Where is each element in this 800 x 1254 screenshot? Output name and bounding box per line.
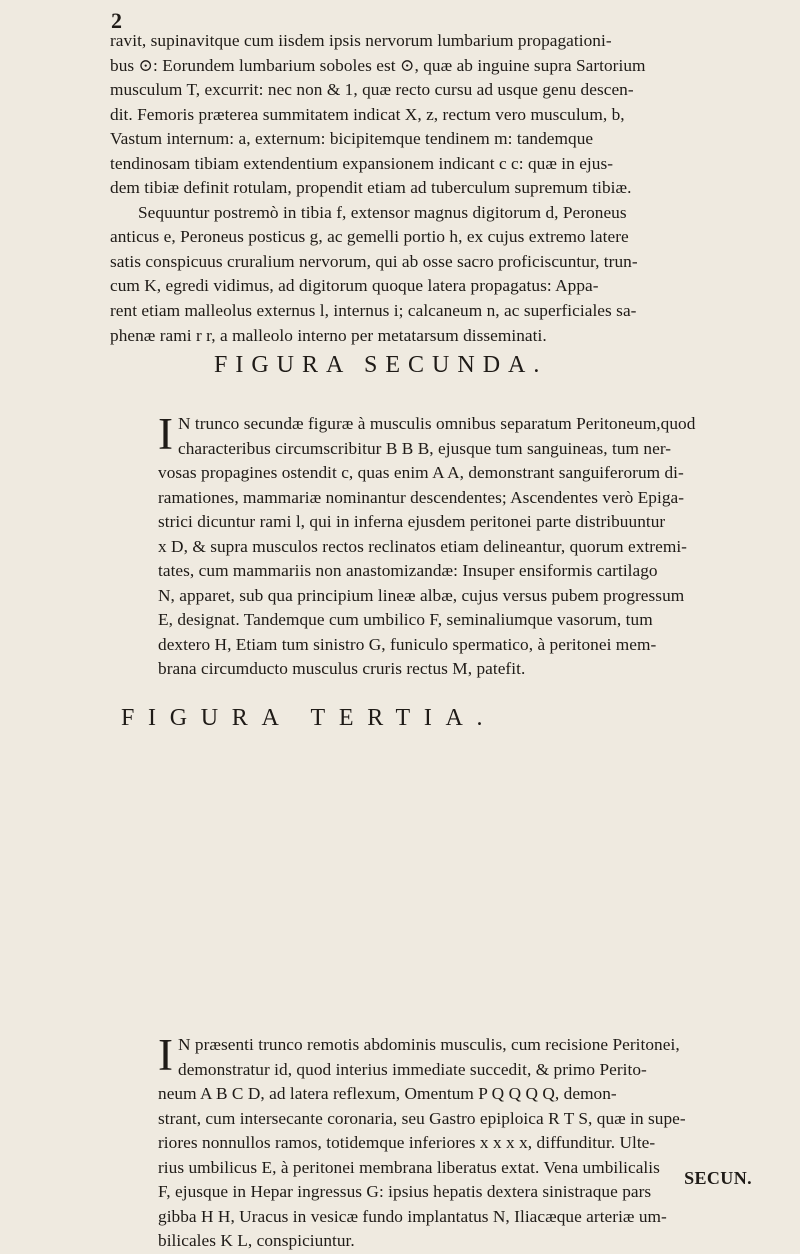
text-line: strant, cum intersecante coronaria, seu Gastro epiploica R T S, quæ in supe-	[158, 1108, 686, 1128]
text-line: E, designat. Tandemque cum umbilico F, seminaliumque vasorum, tum	[158, 610, 653, 630]
page-number: 2	[111, 8, 122, 33]
text-line: x D, & supra musculos rectos reclinatos etiam delineantur, quorum extremi-	[158, 536, 687, 556]
text-line: N præsenti trunco remotis abdominis musculis, cum recisione Peritonei,	[178, 1035, 680, 1055]
text-line: strici dicuntur rami l, qui in inferna ejusdem peritonei parte distribuuntur	[158, 512, 666, 532]
text-line: dem tibiæ definit rotulam, propendit etiam ad tuberculum supremum tibiæ.	[110, 178, 632, 198]
text-line: brana circumducto musculus cruris rectus M, patefit.	[158, 659, 526, 679]
text-line: gibba H H, Uracus in vesicæ fundo implantatus N, Iliacæque arteriæ um-	[158, 1206, 667, 1226]
text-line: bilicales K L, conspiciuntur.	[158, 1231, 355, 1251]
text-line: phenæ rami r r, a malleolo interno per metatarsum disseminati.	[110, 325, 547, 345]
text-line: demonstratur id, quod interius immediate succedit, & primo Perito-	[178, 1059, 647, 1079]
text-line: riores nonnullos ramos, totidemque inferiores x x x x, diffunditur. Ulte-	[158, 1133, 656, 1153]
text-line: satis conspicuus cruralium nervorum, qui ab osse sacro proficiscuntur, trun-	[110, 251, 638, 271]
paragraph-figura-secunda	[158, 409, 800, 682]
text-line: Vastum internum: a, externum: bicipitemque tendinem m: tandemque	[110, 129, 594, 149]
text-line: N trunco secundæ figuræ à musculis omnibus separatum Peritoneum,quod	[178, 414, 696, 433]
section-heading-figura-secunda: FIGURA SECUNDA.	[214, 352, 548, 378]
text-line: neum A B C D, ad latera reflexum, Omentum P Q Q Q Q, demon-	[158, 1084, 617, 1104]
text-line: rius umbilicus E, à peritonei membrana liberatus extat. Vena umbilicalis	[158, 1157, 660, 1177]
drop-cap: I	[158, 409, 173, 459]
text-line: dit. Femoris præterea summitatem indicat X, z, rectum vero musculum, b,	[110, 104, 625, 124]
section-heading-figura-tertia: FIGURA TERTIA.	[121, 705, 497, 731]
text-line: characteribus circumscribitur B B B, ejusque tum sanguineas, tum ner-	[178, 438, 672, 458]
text-line: ramationes, mammariæ nominantur descendentes; Ascendentes verò Epiga-	[158, 487, 685, 507]
catchword: SECUN.	[684, 1168, 752, 1188]
text-line: musculum T, excurrit: nec non & 1, quæ recto cursu ad usque genu descen-	[110, 80, 634, 100]
text-line: tendinosam tibiam extendentium expansionem indicant c c: quæ in ejus-	[110, 153, 614, 173]
drop-cap: I	[158, 1030, 173, 1081]
text-line: N, apparet, sub qua principium lineæ albæ, cujus versus pubem progressum	[158, 585, 685, 605]
text-line: F, ejusque in Hepar ingressus G: ipsius hepatis dextera sinistraque pars	[158, 1182, 652, 1202]
text-line: cum K, egredi vidimus, ad digitorum quoque latera propagatus: Appa-	[110, 276, 599, 296]
text-line: anticus e, Peroneus posticus g, ac gemelli portio h, ex cujus extremo latere	[110, 227, 629, 247]
text-line: dextero H, Etiam tum sinistro G, funiculo spermatico, à peritonei mem-	[158, 634, 657, 654]
text-line: Sequuntur postremò in tibia f, extensor magnus digitorum d, Peroneus	[138, 202, 627, 222]
text-line: tates, cum mammariis non anastomizandæ: Insuper ensiformis cartilago	[158, 561, 658, 581]
paragraph-figura-prima-continuation	[110, 29, 762, 348]
paragraph-figura-tertia	[158, 1030, 800, 1254]
text-line: vosas propagines ostendit c, quas enim A A, demonstrant sanguiferorum di-	[158, 463, 684, 483]
text-line: rent etiam malleolus externus l, internus i; calcaneum n, ac superficiales sa-	[110, 301, 637, 321]
text-line: ravit, supinavitque cum iisdem ipsis nervorum lumbarium propagationi-	[110, 31, 612, 50]
text-line: bus ⊙: Eorundem lumbarium soboles est ⊙, quæ ab inguine supra Sartorium	[110, 55, 646, 75]
